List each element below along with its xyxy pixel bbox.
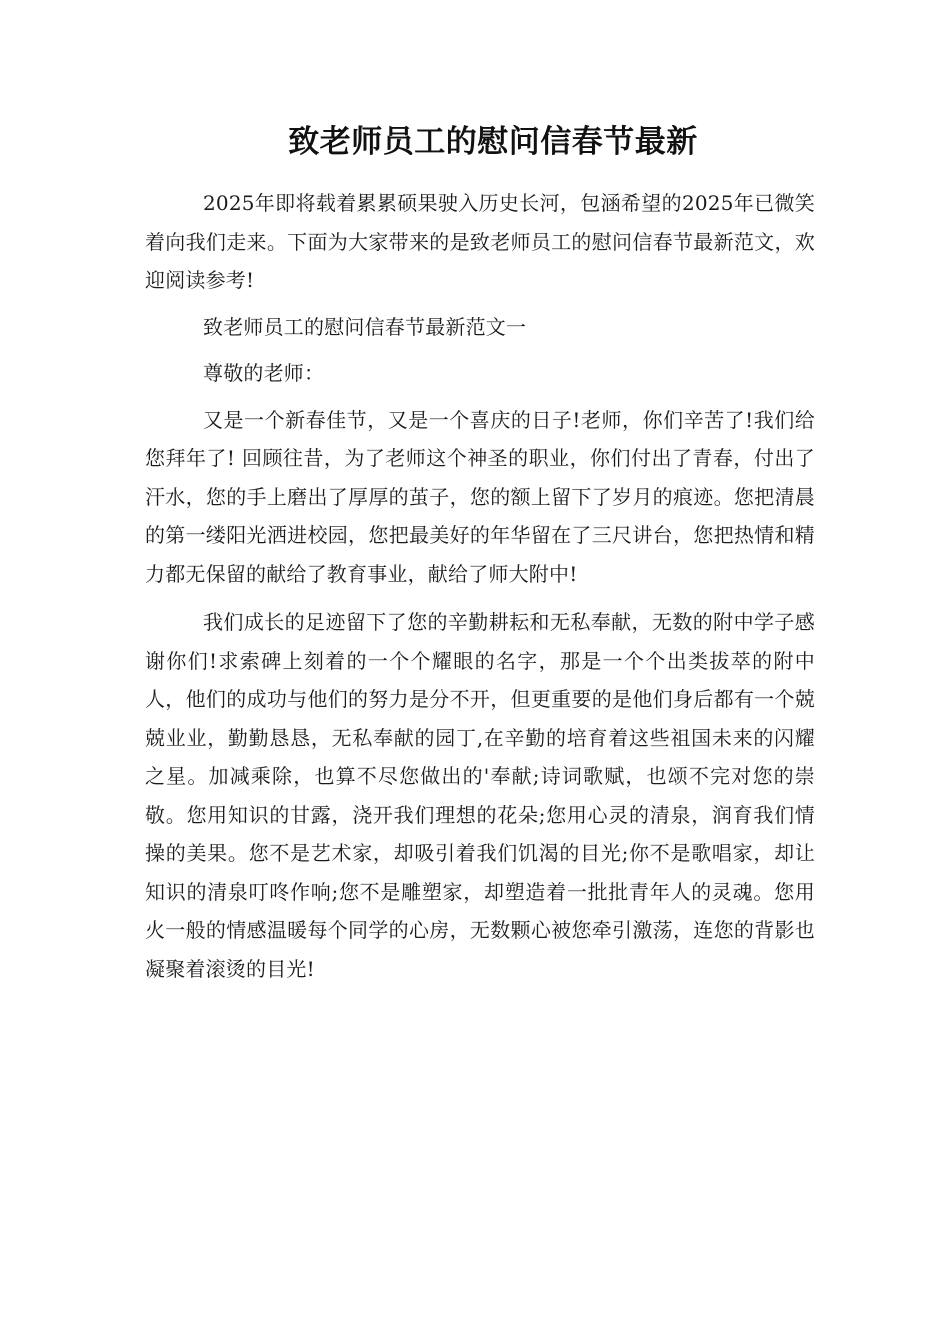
document-body xyxy=(145,184,815,988)
intro-paragraph: 2025年即将载着累累硕果驶入历史长河，包涵希望的2025年已微笑着向我们走来。下面为大家带来的是致老师员工的慰问信春节最新范文，欢迎阅读参考! xyxy=(145,191,815,292)
salutation: 尊敬的老师： xyxy=(203,361,325,385)
document-title: 致老师员工的慰问信春节最新 xyxy=(288,124,698,160)
body-paragraph-1: 又是一个新春佳节，又是一个喜庆的日子!老师，你们辛苦了!我们给您拜年了! 回顾往昔，为了老师这个神圣的职业，你们付出了青春，付出了汗水，您的手上磨出了厚厚的茧子，您的额上留下了岁月的痕迹。您把清晨的第一缕阳光洒进校园，您把最美好的年华留在了三尺讲台，您把热情和精力都无保留的献给了教育事业，献给了师大附中! xyxy=(145,407,815,586)
body-paragraph-2: 我们成长的足迹留下了您的辛勤耕耘和无私奉献，无数的附中学子感谢你们!求索碑上刻着的一个个耀眼的名字，那是一个个出类拔萃的附中人，他们的成功与他们的努力是分不开，但更重要的是他们身后都有一个兢兢业业，勤勤恳恳，无私奉献的园丁,在辛勤的培育着这些祖国未来的闪耀之星。加减乘除，也算不尽您做出的'奉献;诗词歌赋，也颂不完对您的崇敬。您用知识的甘露，浇开我们理想的花朵;您用心灵的清泉，润育我们情操的美果。您不是艺术家，却吸引着我们饥渴的目光;你不是歌唱家，却让知识的清泉叮咚作响;您不是雕塑家，却塑造着一批批青年人的灵魂。您用火一般的情感温暖每个同学的心房，无数颗心被您牵引激荡，连您的背影也凝聚着滚烫的目光! xyxy=(145,610,815,981)
section-heading: 致老师员工的慰问信春节最新范文一 xyxy=(203,314,527,339)
